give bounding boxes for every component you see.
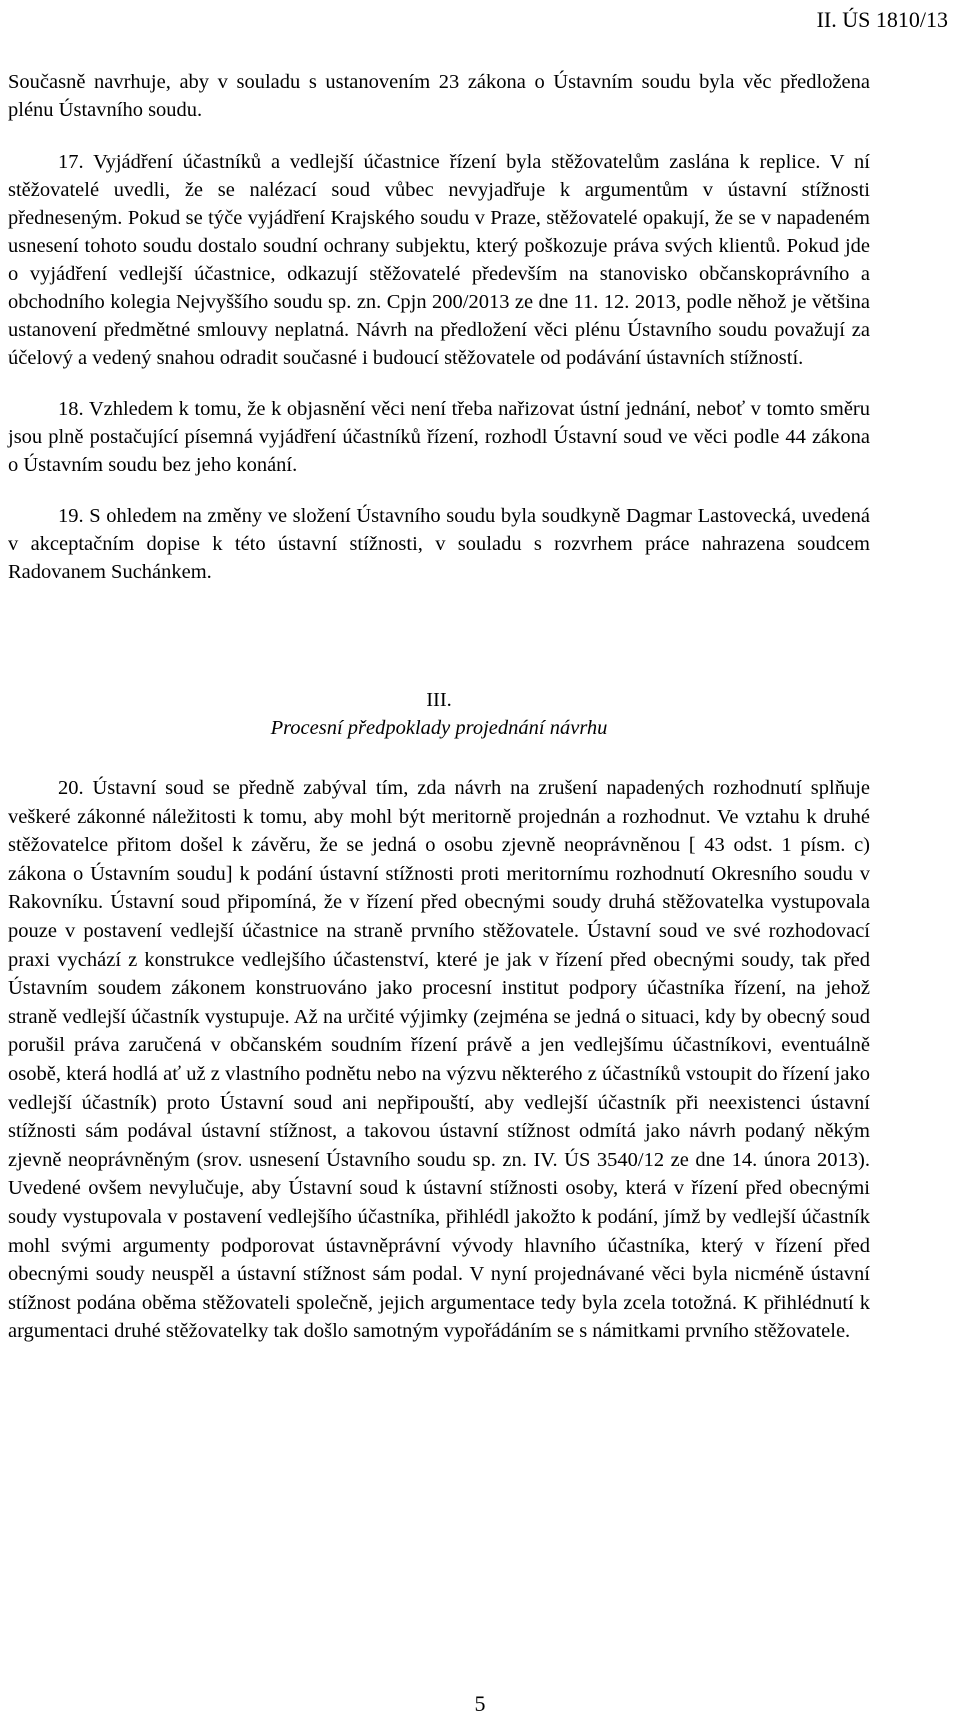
paragraph-19: 19. S ohledem na změny ve složení Ústavního soudu byla soudkyně Dagmar Lastovecká, uvedená v akceptačním dopise k této ústavní stížnosti, v souladu s rozvrhem práce nahrazena soudcem Radovanem Suchánkem.	[8, 505, 870, 583]
paragraph-17: 17. Vyjádření účastníků a vedlejší účastnice řízení byla stěžovatelům zaslána k replice. V ní stěžovatelé uvedli, že se nalézací soud vůbec nevyjadřuje k argumentům v ústavní stížnosti předneseným. Pokud se týče vyjádření Krajského soudu v Praze, stěžovatelé opakují, že se v napadeném usnesení tohoto soudu dostalo soudní ochrany subjektu, který poškozuje práva svých klientů. Pokud jde o vyjádření vedlejší účastnice, odkazují stěžovatelé především na stanovisko občanskoprávního a obchodního kolegia Nejvyššího soudu sp. zn. Cpjn 200/2013 ze dne 11. 12. 2013, podle něhož je většina ustanovení předmětné smlouvy neplatná. Návrh na předložení věci plénu Ústavního soudu považují za účelový a vedený snahou odradit současné i budoucí stěžovatele od podávání ústavních stížností.	[8, 151, 870, 369]
section-heading	[8, 686, 870, 742]
paragraph-20: 20. Ústavní soud se předně zabýval tím, zda návrh na zrušení napadených rozhodnutí splňuje veškeré zákonné náležitosti k tomu, aby mohl být meritorně projednán a rozhodnut. Ve vztahu k druhé stěžovatelce přitom došel k závěru, že se jedná o osobu zjevně neoprávněnou [ 43 odst. 1 písm. c) zákona o Ústavním soudu] k podání ústavní stížnosti proti meritornímu rozhodnutí Okresního soudu v Rakovníku. Ústavní soud připomíná, že v řízení před obecnými soudy druhá stěžovatelka vystupovala pouze v postavení vedlejší účastnice na straně prvního stěžovatele. Ústavní soud ve své rozhodovací praxi vychází z konstrukce vedlejšího účastenství, které je jak v řízení před obecnými soudy, tak před Ústavním soudem zákonem konstruováno jako procesní institut podpory účastníka řízení, na jehož straně vedlejší účastník vystupuje. Až na určité výjimky (zejména se jedná o situaci, kdy by obecný soud porušil práva zaručená v občanském soudním řízení právě a jen vedlejšímu účastníkovi, eventuálně osobě, která hodlá ať už z vlastního podnětu nebo na výzvu některého z účastníků vstoupit do řízení jako vedlejší účastník) proto Ústavní soud ani nepřipouští, aby vedlejší účastník při neexistenci ústavní stížnosti sám podával ústavní stížnost, a takovou ústavní stížnost odmítá jako návrh podaný někým zjevně neoprávněným (srov. usnesení Ústavního soudu sp. zn. IV. ÚS 3540/12 ze dne 14. února 2013). Uvedené ovšem nevylučuje, aby Ústavní soud k ústavní stížnosti osoby, která v řízení před obecnými soudy vystupovala v postavení vedlejšího účastníka, přihlédl jakožto k podání, jímž by vedlejší účastník mohl svými argumenty podporovat ústavněprávní vývody hlavního účastníka, který v řízení před obecnými soudy neuspěl a ústavní stížnost sám podal. V nyní projednávané věci byla nicméně ústavní stížnost podána oběma stěžovateli společně, jejich argumentace tedy byla zcela totožná. K přihlédnutí k argumentaci druhé stěžovatelky tak došlo samotným vypořádáním se s námitkami prvního stěžovatele.	[8, 777, 870, 1343]
case-number-header: II. ÚS 1810/13	[816, 7, 948, 32]
paragraph-16-continuation: Současně navrhuje, aby v souladu s ustanovením 23 zákona o Ústavním soudu byla věc předložena plénu Ústavního soudu.	[8, 71, 870, 121]
body-text-upper	[8, 68, 870, 586]
section-number: III.	[426, 689, 452, 711]
page-number: 5	[474, 1691, 486, 1716]
section-title: Procesní předpoklady projednání návrhu	[270, 717, 608, 739]
paragraph-18: 18. Vzhledem k tomu, že k objasnění věci není třeba nařizovat ústní jednání, neboť v tomto směru jsou plně postačující písemná vyjádření účastníků řízení, rozhodl Ústavní soud ve věci podle 44 zákona o Ústavním soudu bez jeho konání.	[8, 398, 870, 476]
body-text-lower	[8, 774, 870, 1346]
